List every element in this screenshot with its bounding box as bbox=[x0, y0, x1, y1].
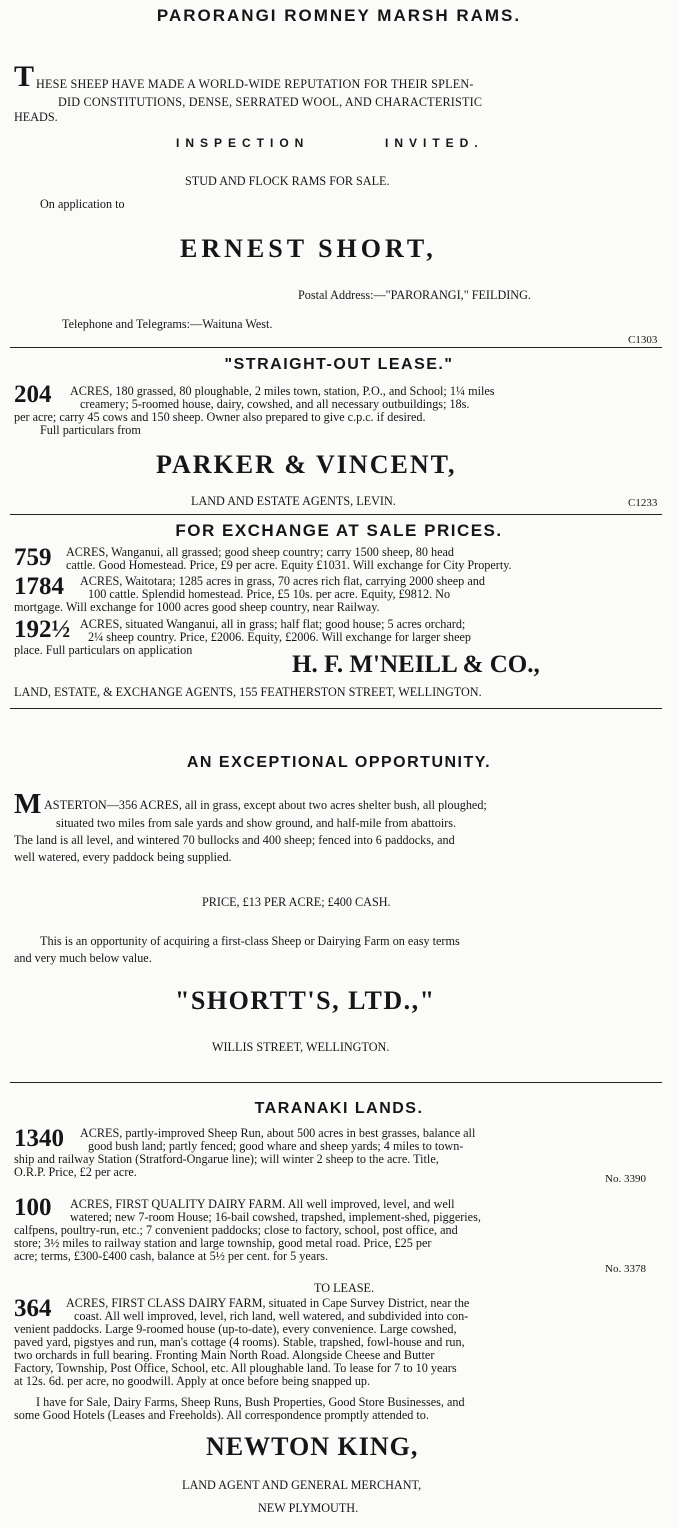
ad2-advertiser-name: PARKER & VINCENT, bbox=[156, 450, 457, 479]
ad5-p3-line2: coast. All well improved, level, rich land, well watered, and subdivided into con- bbox=[74, 1309, 469, 1323]
ad4-initial: M bbox=[14, 788, 42, 820]
ad4-line3: The land is all level, and wintered 70 bullocks and 400 sheep; fenced into 6 paddocks, and bbox=[14, 833, 455, 847]
ad5-heading: TARANAKI LANDS. bbox=[254, 1100, 424, 1117]
ad1-heading: PARORANGI ROMNEY MARSH RAMS. bbox=[156, 6, 522, 25]
divider bbox=[10, 347, 662, 348]
ad5-p2-line2: watered; new 7-room House; 16-bail cowshed, trapshed, implement-shed, piggeries, bbox=[70, 1210, 481, 1224]
ad4-sub: WILLIS STREET, WELLINGTON. bbox=[212, 1040, 390, 1054]
ad3-p1-line1: ACRES, Wanganui, all grassed; good sheep country; carry 1500 sheep, 80 head bbox=[66, 545, 455, 559]
ad5-p1-number: No. 3390 bbox=[605, 1173, 646, 1185]
ad1-postal: Postal Address:—"PARORANGI," FEILDING. bbox=[298, 288, 531, 302]
ad1-line3: HEADS. bbox=[14, 110, 58, 124]
ad1-code: C1303 bbox=[628, 334, 658, 346]
ad1-initial: T bbox=[14, 60, 35, 93]
ad2-code: C1233 bbox=[628, 497, 658, 509]
ad1-line1: HESE SHEEP HAVE MADE A WORLD-WIDE REPUTATION FOR THEIR SPLEN- bbox=[36, 77, 474, 91]
divider bbox=[10, 1082, 662, 1083]
ad4-heading: AN EXCEPTIONAL OPPORTUNITY. bbox=[186, 754, 492, 771]
ad1-inspection-right: INVITED. bbox=[385, 136, 484, 150]
ad5-advertiser-name: NEWTON KING, bbox=[206, 1432, 419, 1461]
ad1-stud: STUD AND FLOCK RAMS FOR SALE. bbox=[185, 174, 390, 188]
ad3-p1-line2: cattle. Good Homestead. Price, £9 per acre. Equity £1031. Will exchange for City Property. bbox=[66, 558, 512, 572]
ad5-p3-line6: Factory, Township, Post Office, School, etc. All ploughable land. To lease for 7 to 10 years bbox=[14, 1361, 457, 1375]
ad2-sub: LAND AND ESTATE AGENTS, LEVIN. bbox=[191, 494, 396, 508]
ad1-telephone: Telephone and Telegrams:—Waituna West. bbox=[62, 317, 273, 331]
ad4-line2: situated two miles from sale yards and show ground, and half-mile from abattoirs. bbox=[56, 816, 457, 830]
ad2-heading: "STRAIGHT-OUT LEASE." bbox=[224, 356, 454, 373]
ad5-p2-line1: ACRES, FIRST QUALITY DAIRY FARM. All well improved, level, and well bbox=[70, 1197, 455, 1211]
ad2-line3: per acre; carry 45 cows and 150 sheep. Owner also prepared to give c.p.c. if desired. bbox=[14, 410, 426, 424]
ad3-acres-2: 1784 bbox=[14, 573, 64, 600]
ad5-p2-line4: store; 3½ miles to railway station and large township, good metal road. Price, £25 per bbox=[14, 1236, 432, 1250]
ad3-advertiser-name: H. F. M'NEILL & CO., bbox=[292, 651, 540, 678]
ad1-advertiser-name: ERNEST SHORT, bbox=[180, 234, 437, 263]
ad4-line4: well watered, every paddock being supplied. bbox=[14, 850, 232, 864]
ad3-heading: FOR EXCHANGE AT SALE PRICES. bbox=[175, 521, 503, 540]
ad5-p2-line5: acre; terms, £300-£400 cash, balance at 5½ per cent. for 5 years. bbox=[14, 1249, 329, 1263]
ad5-p4-line1: I have for Sale, Dairy Farms, Sheep Runs, Bush Properties, Good Store Businesses, and bbox=[36, 1395, 465, 1409]
divider bbox=[10, 708, 662, 709]
ad2-acres: 204 bbox=[14, 381, 52, 408]
ad5-sub2: NEW PLYMOUTH. bbox=[258, 1501, 359, 1515]
ad5-p3-line5: two orchards in full bearing. Fronting Main North Road. Alongside Cheese and Butter bbox=[14, 1348, 435, 1362]
divider bbox=[10, 514, 662, 515]
ad5-p3-line3: venient paddocks. Large 9-roomed house (up-to-date), every convenience. Large cowshed, bbox=[14, 1322, 457, 1336]
ad2-line2: creamery; 5-roomed house, dairy, cowshed, and all necessary outbuildings; 18s. bbox=[80, 397, 470, 411]
ad4-advertiser-name: "SHORTT'S, LTD.," bbox=[175, 986, 436, 1015]
ad5-p1-line3: ship and railway Station (Stratford-Ongarue line); will winter 2 sheep to the acre. Title, bbox=[14, 1152, 439, 1166]
ad5-p3-line1: ACRES, FIRST CLASS DAIRY FARM, situated in Cape Survey District, near the bbox=[66, 1296, 470, 1310]
ad3-p3-line1: ACRES, situated Wanganui, all in grass; half flat; good house; 5 acres orchard; bbox=[80, 617, 466, 631]
ad4-line1: ASTERTON—356 ACRES, all in grass, except about two acres shelter bush, all ploughed; bbox=[44, 798, 487, 812]
ad5-acres-3: 364 bbox=[14, 1295, 52, 1322]
ad5-to-lease: TO LEASE. bbox=[314, 1281, 375, 1295]
ad5-p3-line7: at 12s. 6d. per acre, no goodwill. Apply at once before being snapped up. bbox=[14, 1374, 371, 1388]
ad1-inspection-left: INSPECTION bbox=[176, 136, 310, 150]
ad3-acres-3: 192½ bbox=[14, 616, 71, 643]
ad5-sub1: LAND AGENT AND GENERAL MERCHANT, bbox=[182, 1478, 422, 1492]
ad1-line2: DID CONSTITUTIONS, DENSE, SERRATED WOOL, AND CHARACTERISTIC bbox=[58, 95, 483, 109]
ad3-p3-line3: place. Full particulars on application bbox=[14, 643, 193, 657]
ad4-line6: and very much below value. bbox=[14, 951, 152, 965]
ad3-sub: LAND, ESTATE, & EXCHANGE AGENTS, 155 FEATHERSTON STREET, WELLINGTON. bbox=[14, 685, 482, 699]
ad4-price: PRICE, £13 PER ACRE; £400 CASH. bbox=[202, 895, 391, 909]
ad1-on-application: On application to bbox=[40, 197, 125, 211]
ad2-line1: ACRES, 180 grassed, 80 ploughable, 2 miles town, station, P.O., and School; 1¼ miles bbox=[70, 384, 495, 398]
ad5-p1-line2: good bush land; partly fenced; good whare and sheep yards; 4 miles to town- bbox=[88, 1139, 464, 1153]
ad5-p2-line3: calfpens, poultry-run, etc.; 7 convenient paddocks; close to factory, school, post office, and bbox=[14, 1223, 458, 1237]
ad5-p2-number: No. 3378 bbox=[605, 1263, 646, 1275]
ad3-p2-line3: mortgage. Will exchange for 1000 acres good sheep country, near Railway. bbox=[14, 600, 380, 614]
ad5-p4-line2: some Good Hotels (Leases and Freeholds). All correspondence promptly attended to. bbox=[14, 1408, 429, 1422]
ad3-p3-line2: 2¼ sheep country. Price, £2006. Equity, £2006. Will exchange for larger sheep bbox=[88, 630, 471, 644]
ad5-acres-1: 1340 bbox=[14, 1125, 64, 1152]
ad3-p2-line1: ACRES, Waitotara; 1285 acres in grass, 70 acres rich flat, carrying 2000 sheep and bbox=[80, 574, 485, 588]
ad4-line5: This is an opportunity of acquiring a first-class Sheep or Dairying Farm on easy terms bbox=[40, 934, 460, 948]
ad5-p1-line4: O.R.P. Price, £2 per acre. bbox=[14, 1165, 137, 1179]
ad2-line4: Full particulars from bbox=[40, 423, 141, 437]
ad5-p1-line1: ACRES, partly-improved Sheep Run, about 500 acres in best grasses, balance all bbox=[80, 1126, 476, 1140]
ad3-p2-line2: 100 cattle. Splendid homestead. Price, £5 10s. per acre. Equity, £9812. No bbox=[88, 587, 451, 601]
ad3-acres-1: 759 bbox=[14, 544, 52, 571]
ad5-p3-line4: paved yard, pigstyes and run, man's cottage (4 rooms). Stable, trapshed, fowl-house and run, bbox=[14, 1335, 465, 1349]
ad5-acres-2: 100 bbox=[14, 1194, 52, 1221]
